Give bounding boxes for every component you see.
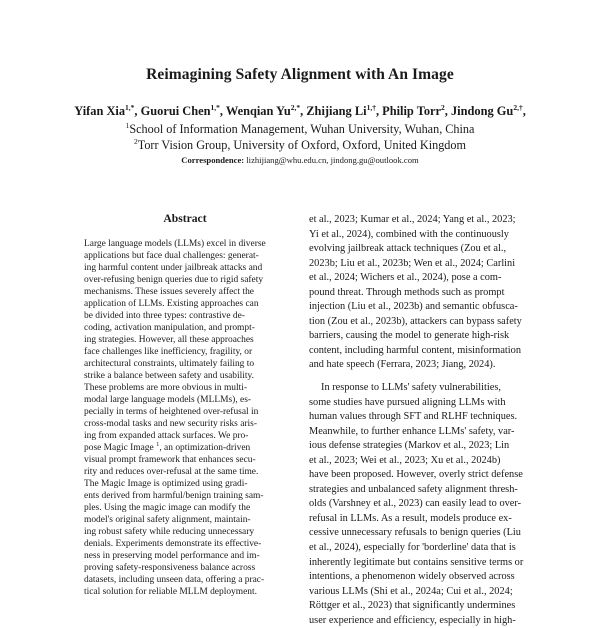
abstract-heading: Abstract bbox=[163, 212, 207, 225]
body-line: et al., 2023; Kumar et al., 2024; Yang et al., 2023; bbox=[309, 214, 516, 225]
author-affiliation-marker: 1,* bbox=[210, 103, 220, 112]
abstract-line: pecially in terms of heightened over-refusal in bbox=[84, 407, 259, 418]
body-line: Röttger et al., 2023) that significantly undermines bbox=[309, 600, 516, 612]
body-line: injection (Liu et al., 2023b) and semantic obfusca- bbox=[309, 301, 518, 313]
abstract-line: modal large language models (MLLMs), es- bbox=[84, 395, 252, 406]
author-affiliation-marker: 1,* bbox=[125, 103, 135, 112]
author-name: Wenqian Yu bbox=[225, 104, 291, 118]
affiliation-text: Torr Vision Group, University of Oxford, Oxford, United Kingdom bbox=[137, 138, 466, 152]
abstract-line: application of LLMs. Existing approaches can bbox=[84, 299, 259, 310]
abstract-line: model's original safety alignment, maintain- bbox=[84, 515, 251, 526]
author-separator: , bbox=[444, 104, 451, 118]
author-name: Guorui Chen bbox=[140, 104, 211, 118]
author-affiliation-marker: 2,* bbox=[290, 103, 301, 112]
abstract-line: visual prompt framework that enhances secu- bbox=[84, 455, 256, 466]
author-affiliation-marker: 2,† bbox=[513, 103, 523, 112]
affiliation-marker: 1 bbox=[125, 121, 130, 130]
author-separator: , bbox=[375, 104, 383, 118]
author-separator: , bbox=[219, 104, 226, 118]
abstract-line: ples. Using the magic image can modify the bbox=[84, 503, 251, 514]
body-line: olds (Varshney et al., 2023) can easily lead to over- bbox=[309, 498, 522, 510]
author-name: Yifan Xia bbox=[74, 104, 126, 118]
correspondence-emails: lizhijiang@whu.edu.cn, jindong.gu@outlook.com bbox=[244, 155, 419, 165]
author-affiliation-marker: 1,† bbox=[366, 103, 376, 112]
affiliation-2 bbox=[0, 138, 600, 153]
correspondence-label: Correspondence: bbox=[181, 155, 245, 165]
abstract-line: ing strategies. However, all these approaches bbox=[84, 335, 254, 346]
body-line: and hate speech (Ferrara, 2023; Jiang, 2024). bbox=[309, 359, 496, 371]
abstract-line: datasets, including unseen data, offering a prac- bbox=[84, 575, 265, 586]
abstract-line: pose Magic Image $^1$, an optimization-driven bbox=[84, 441, 251, 454]
affiliation-text: School of Information Management, Wuhan University, Wuhan, China bbox=[129, 122, 475, 136]
body-line: 2023b; Liu et al., 2023b; Wen et al., 2024; Carlini bbox=[309, 257, 516, 269]
body-line: refusal in LLMs. As a result, models produce ex- bbox=[309, 512, 512, 524]
abstract-line: tical solution for reliable MLLM deployment. bbox=[84, 587, 257, 598]
author-separator: , bbox=[134, 104, 141, 118]
body-line: ious defense strategies (Markov et al., 2023; Lin bbox=[309, 440, 510, 452]
author-name: Philip Torr bbox=[382, 104, 442, 118]
abstract-line: ents derived from harmful/benign training sam- bbox=[84, 491, 264, 502]
body-line: intentions, a phenomenon widely observed across bbox=[309, 571, 515, 583]
abstract-line: These problems are more obvious in multi- bbox=[84, 383, 248, 394]
correspondence-line bbox=[0, 155, 600, 165]
body-line: barriers, causing the model to generate high-risk bbox=[309, 330, 510, 342]
body-line: evolving jailbreak attack techniques (Zou et al., bbox=[309, 243, 507, 255]
paragraph-gap bbox=[309, 373, 531, 381]
body-line: human values through SFT and RLHF techniques. bbox=[309, 411, 518, 423]
body-line: inherently legitimate but contains sensitive terms or bbox=[309, 556, 524, 568]
body-line: content, including harmful content, misinformation bbox=[309, 344, 522, 356]
introduction-text bbox=[309, 213, 531, 628]
body-line: In response to LLMs' safety vulnerabilities, bbox=[321, 382, 501, 394]
abstract-line: ing harmful content under jailbreak attacks and bbox=[84, 263, 263, 274]
body-line: pound threat. Through methods such as prompt bbox=[309, 286, 505, 298]
abstract-line: ness in preserving model performance and im- bbox=[84, 551, 260, 562]
abstract-line: strike a balance between safety and usability. bbox=[84, 371, 254, 382]
body-line: Yi et al., 2024), combined with the continuously bbox=[309, 228, 509, 240]
body-line: some studies have pursued aligning LLMs with bbox=[309, 396, 506, 408]
body-line: et al., 2024), especially for 'borderline' data that is bbox=[309, 542, 516, 554]
abstract-line: architectural constraints, ultimately failing to bbox=[84, 359, 255, 370]
affiliation-marker: 2 bbox=[134, 137, 138, 146]
author-name: Jindong Gu bbox=[450, 104, 514, 118]
abstract-body bbox=[84, 238, 287, 598]
body-line: strategies and unbalanced safety alignment thresh- bbox=[309, 483, 518, 495]
footnote-marker: 1 bbox=[156, 441, 160, 449]
paper-title: Reimagining Safety Alignment with An Image bbox=[146, 66, 454, 83]
body-line: user experience and efficiency, especially in high- bbox=[309, 614, 516, 626]
body-line: et al., 2023; Wei et al., 2023; Xu et al., 2024b) bbox=[309, 454, 501, 466]
abstract-line: applications but face dual challenges: generat- bbox=[84, 251, 259, 262]
abstract-line: cross-modal tasks and new security risks aris- bbox=[84, 419, 257, 430]
abstract-line: ing robust safety while reducing unnecessary bbox=[84, 527, 255, 538]
body-line: tion (Zou et al., 2023b), attackers can bypass safety bbox=[309, 315, 522, 327]
body-line: et al., 2024; Wichers et al., 2024), pose a com- bbox=[309, 272, 502, 284]
abstract-line: over-refusing benign queries due to rigid safety bbox=[84, 275, 264, 286]
author-separator: , bbox=[300, 104, 307, 118]
body-line: various LLMs (Shi et al., 2024a; Cui et al., 2024; bbox=[309, 585, 513, 597]
abstract-line: denials. Experiments demonstrate its effective- bbox=[84, 539, 262, 550]
abstract-line: be divided into three types: contrastive de- bbox=[84, 311, 245, 322]
affiliation-1 bbox=[0, 122, 600, 137]
abstract-line: ing from expanded attack surfaces. We pro- bbox=[84, 431, 249, 442]
abstract-line: coding, activation manipulation, and prompt- bbox=[84, 323, 255, 334]
abstract-line: face challenges like inefficiency, fragility, or bbox=[84, 347, 253, 358]
body-line: cessive unnecessary refusals to benign queries (Liu bbox=[309, 527, 521, 539]
abstract-line: rity and reduces over-refusal at the same time. bbox=[84, 467, 259, 478]
author-name: Zhijiang Li bbox=[306, 104, 367, 118]
abstract-line: Large language models (LLMs) excel in diverse bbox=[84, 239, 266, 249]
author-list bbox=[0, 104, 600, 119]
body-line: have been proposed. However, overly strict defense bbox=[309, 469, 523, 481]
body-line: Meanwhile, to further enhance LLMs' safety, var- bbox=[309, 425, 515, 437]
author-separator: , bbox=[522, 104, 526, 118]
abstract-line: proving safety-responsiveness balance across bbox=[84, 563, 256, 574]
abstract-line: The Magic Image is optimized using gradi- bbox=[84, 479, 248, 490]
author-affiliation-marker: 2 bbox=[441, 103, 445, 112]
abstract-line: mechanisms. These issues severely affect the bbox=[84, 287, 254, 298]
